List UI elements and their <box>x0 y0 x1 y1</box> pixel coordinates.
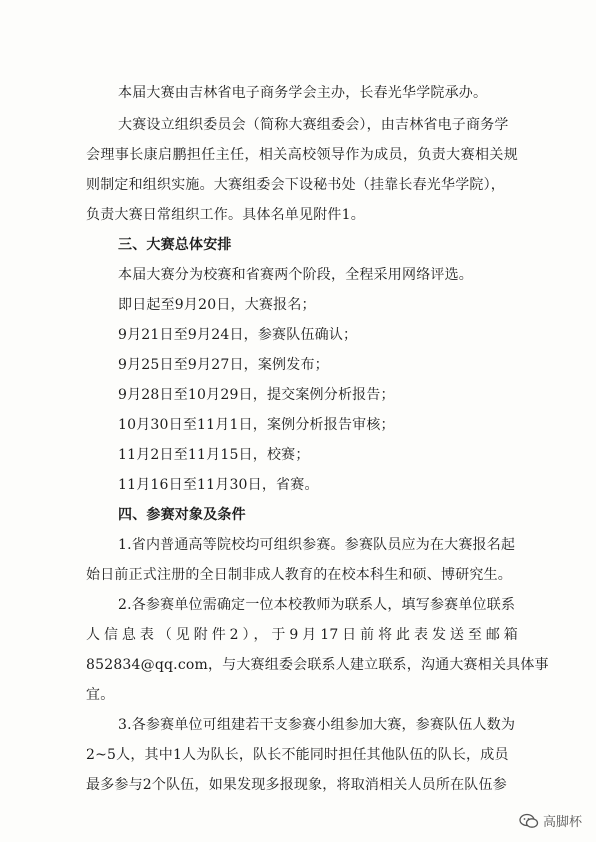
section-heading: 四、参赛对象及条件 <box>118 507 246 523</box>
paragraph-line: 宜。 <box>86 687 115 703</box>
paragraph-line: 2~5人，其中1人为队长，队长不能同时担任其他队伍的队长，成员 <box>86 747 509 763</box>
section-heading: 三、大赛总体安排 <box>118 237 232 253</box>
paragraph-line: 最多参与2个队伍，如果发现多报现象，将取消相关人员所在队伍参 <box>86 777 507 793</box>
paragraph-line: 3.各参赛单位可组建若干支参赛小组参加大赛，参赛队伍人数为 <box>118 717 516 733</box>
schedule-item: 10月30日至11月1日，案例分析报告审核； <box>118 417 395 433</box>
schedule-item: 11月2日至11月15日，校赛； <box>118 447 310 463</box>
paragraph-line: 1.省内普通高等院校均可组织参赛。参赛队员应为在大赛报名起 <box>118 537 516 553</box>
paragraph-line: 852834@qq.com，与大赛组委会联系人建立联系，沟通大赛相关具体事 <box>86 657 549 673</box>
schedule-item: 即日起至9月20日，大赛报名； <box>118 297 316 313</box>
paragraph-line: 本届大赛由吉林省电子商务学会主办，长春光华学院承办。 <box>118 85 488 101</box>
paragraph-line: 则制定和组织实施。大赛组委会下设秘书处（挂靠长春光华学院）， <box>86 177 505 193</box>
wechat-watermark <box>519 811 582 830</box>
paragraph-line: 人信息表（见附件2），于9月17日前将此表发送至邮箱 <box>86 627 518 643</box>
paragraph-line: 始日前正式注册的全日制非成人教育的在校本科生和硕、博研究生。 <box>86 567 512 583</box>
wechat-icon <box>519 813 539 829</box>
paragraph-line: 本届大赛分为校赛和省赛两个阶段，全程采用网络评选。 <box>118 267 473 283</box>
schedule-item: 11月16日至11月30日，省赛。 <box>118 477 319 493</box>
watermark-label: 高脚杯 <box>542 815 582 830</box>
paragraph-line: 会理事长康启鹏担任主任，相关高校领导作为成员，负责大赛相关规 <box>86 147 518 163</box>
schedule-item: 9月21日至9月24日，参赛队伍确认； <box>118 327 358 343</box>
paragraph-line: 大赛设立组织委员会（简称大赛组委会），由吉林省电子商务学 <box>118 117 509 133</box>
paragraph-line: 负责大赛日常组织工作。具体名单见附件1。 <box>86 207 365 223</box>
schedule-item: 9月25日至9月27日，案例发布； <box>118 357 329 373</box>
paragraph-line: 2.各参赛单位需确定一位本校教师为联系人，填写参赛单位联系 <box>118 597 516 613</box>
schedule-item: 9月28日至10月29日，提交案例分析报告； <box>118 387 395 403</box>
